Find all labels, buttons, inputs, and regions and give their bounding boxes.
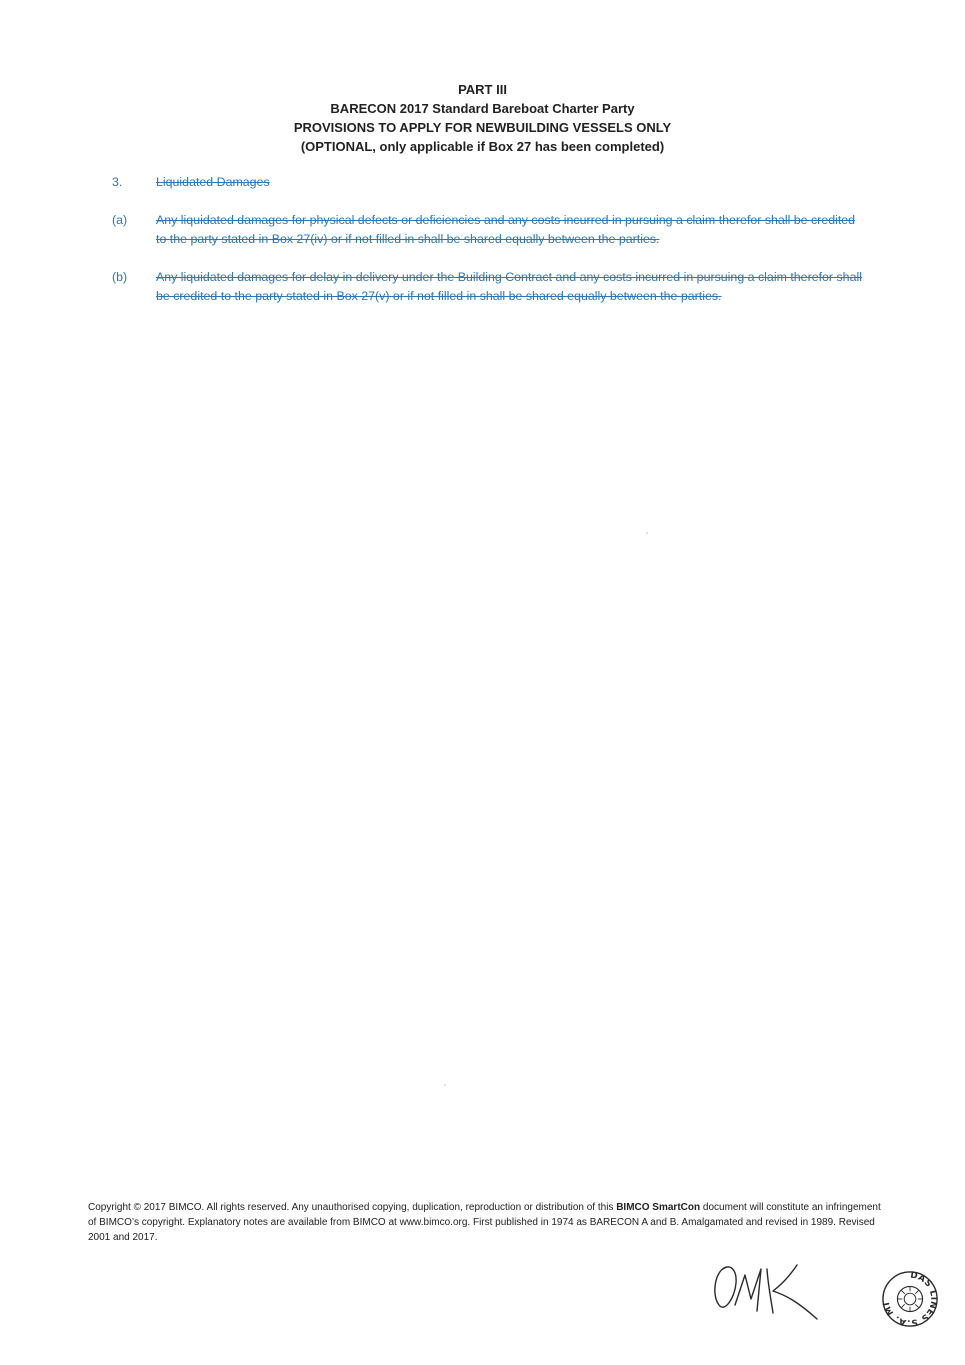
clause-item-a — [112, 211, 862, 249]
item-label: (a) — [112, 213, 128, 227]
scan-speck — [646, 532, 648, 534]
clause-item-b — [112, 268, 862, 306]
seal-text: DAS LINES S.A. MI — [881, 1270, 939, 1328]
provisions-title: PROVISIONS TO APPLY FOR NEWBUILDING VESSELS ONLY — [293, 120, 672, 135]
part-title: PART III — [458, 82, 507, 97]
svg-text:DAS LINES S.A. MI — [882, 1270, 938, 1327]
optional-note: (OPTIONAL, only applicable if Box 27 has been completed) — [300, 139, 665, 154]
item-text: Any liquidated damages for physical defects or deficiencies and any costs incurred in pursuing a claim therefor shall be credited to the party stated in Box 27(iv) or if not filled in shall be shared equally between the parties. — [156, 213, 856, 246]
item-label: (b) — [112, 270, 128, 284]
scan-speck — [444, 1084, 446, 1086]
brand-name: BIMCO SmartCon — [616, 1202, 701, 1213]
company-seal — [881, 1270, 939, 1328]
copyright-footer — [88, 1200, 888, 1245]
clause-heading — [112, 173, 512, 192]
form-title: BARECON 2017 Standard Bareboat Charter Party — [330, 101, 635, 116]
item-text: Any liquidated damages for delay in delivery under the Building Contract and any costs incurred in pursuing a claim therefor shall be credited to the party stated in Box 27(v) or if not filled in shall be shared equally between the parties. — [156, 270, 862, 303]
clause-number: 3. — [112, 175, 123, 189]
clause-title: Liquidated Damages — [156, 175, 270, 189]
document-header — [0, 80, 965, 156]
copyright-text-cont: document will constitute an infringement of BIMCO’s copyright. Explanatory notes are available from BIMCO at www.bimco.org. First published in 1974 as BARECON A and B. Amalgamated and revised in 1989. Revised 2001 and 2017. — [88, 1202, 881, 1243]
copyright-text: Copyright © 2017 BIMCO. All rights reserved. Any unauthorised copying, duplication, reproduction or distribution of this — [88, 1202, 617, 1213]
handwritten-signature — [705, 1255, 835, 1325]
